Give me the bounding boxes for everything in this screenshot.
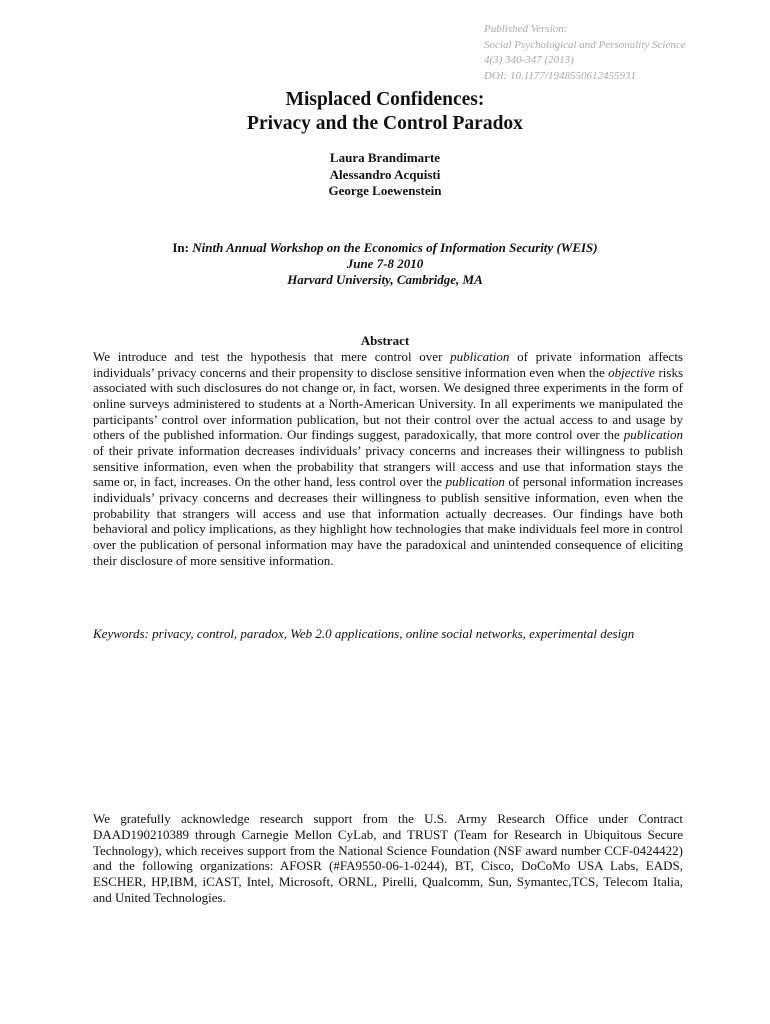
- abstract-paragraph: [93, 349, 683, 568]
- author-list: [0, 150, 770, 200]
- abstract-text: risks associated with such disclosures do not change or, in fact, worsen. We designed three experiments in the form of online surveys administered to students at a North-American University. In all experiments we manipulated the participants’ control over information publication, but not their control over the actual access to and usage by others of the published information. Our findings suggest, paradoxically, that more control over the: [93, 364, 683, 443]
- abstract-emphasis: objective: [608, 364, 656, 380]
- doi: DOI: 10.1177/1948550612455931: [484, 69, 636, 82]
- abstract-emphasis: publication: [623, 427, 683, 443]
- journal-name: Social Psychological and Personality Science: [484, 38, 686, 51]
- venue-info: [0, 240, 770, 288]
- author: Alessandro Acquisti: [329, 166, 441, 182]
- venue-location: Harvard University, Cambridge, MA: [287, 272, 483, 287]
- abstract-heading: Abstract: [360, 333, 410, 348]
- abstract-body: [93, 349, 683, 568]
- title-line-1: Misplaced Confidences:: [285, 89, 485, 110]
- acknowledgment: We gratefully acknowledge research support from the U.S. Army Research Office under Contract DAAD190210389 through Carnegie Mellon CyLab, and TRUST (Team for Research in Ubiquitous Secure Technology), which receives support from the National Science Foundation (NSF award number CCF-0424422) and the following organizations: AFOSR (#FA9550-06-1-0244), BT, Cisco, DoCoMo USA Labs, EADS, ESCHER, HP,IBM, iCAST, Intel, Microsoft, ORNL, Pirelli, Qualcomm, Sun, Symantec,TCS, Telecom Italia, and United Technologies.: [93, 811, 683, 905]
- abstract-emphasis: publication: [450, 349, 510, 364]
- author: Laura Brandimarte: [329, 150, 441, 165]
- venue-name: Ninth Annual Workshop on the Economics of Information Security (WEIS): [192, 240, 598, 255]
- venue-prefix: In:: [172, 240, 189, 255]
- venue-line: [0, 240, 770, 256]
- abstract-text: of personal information increases individuals’ privacy concerns and decreases their willingness to publish sensitive information, even when the probability that strangers will access and use that information actually decreases. Our findings have both behavioral and policy implications, as they highlight how technologies that make individuals feel more in control over the publication of personal information may have the paradoxical and unintended consequence of eliciting their disclosure of more sensitive information.: [93, 474, 683, 568]
- keywords: Keywords: privacy, control, paradox, Web 2.0 applications, online social networks, experimental design: [93, 626, 635, 641]
- title-line-2: Privacy and the Control Paradox: [247, 113, 523, 134]
- author: George Loewenstein: [328, 183, 442, 198]
- venue-date: June 7-8 2010: [346, 256, 424, 271]
- paper-title: [0, 88, 770, 136]
- abstract-text: We introduce and test the hypothesis that mere control over: [93, 349, 451, 364]
- published-version-note: [484, 22, 686, 84]
- abstract-emphasis: publication: [445, 474, 505, 490]
- abstract-text: of private information affects individuals’ privacy concerns and their propensity to disclose sensitive information even when the: [93, 349, 683, 380]
- journal-volume: 4(3) 340-347 (2013): [484, 54, 574, 66]
- published-label: Published Version:: [484, 23, 568, 35]
- abstract-text: of their private information decreases individuals’ privacy concerns and increases their willingness to publish sensitive information, even when the probability that strangers will access and use that information stays the same or, in fact, increases. On the other hand, less control over the: [93, 442, 683, 490]
